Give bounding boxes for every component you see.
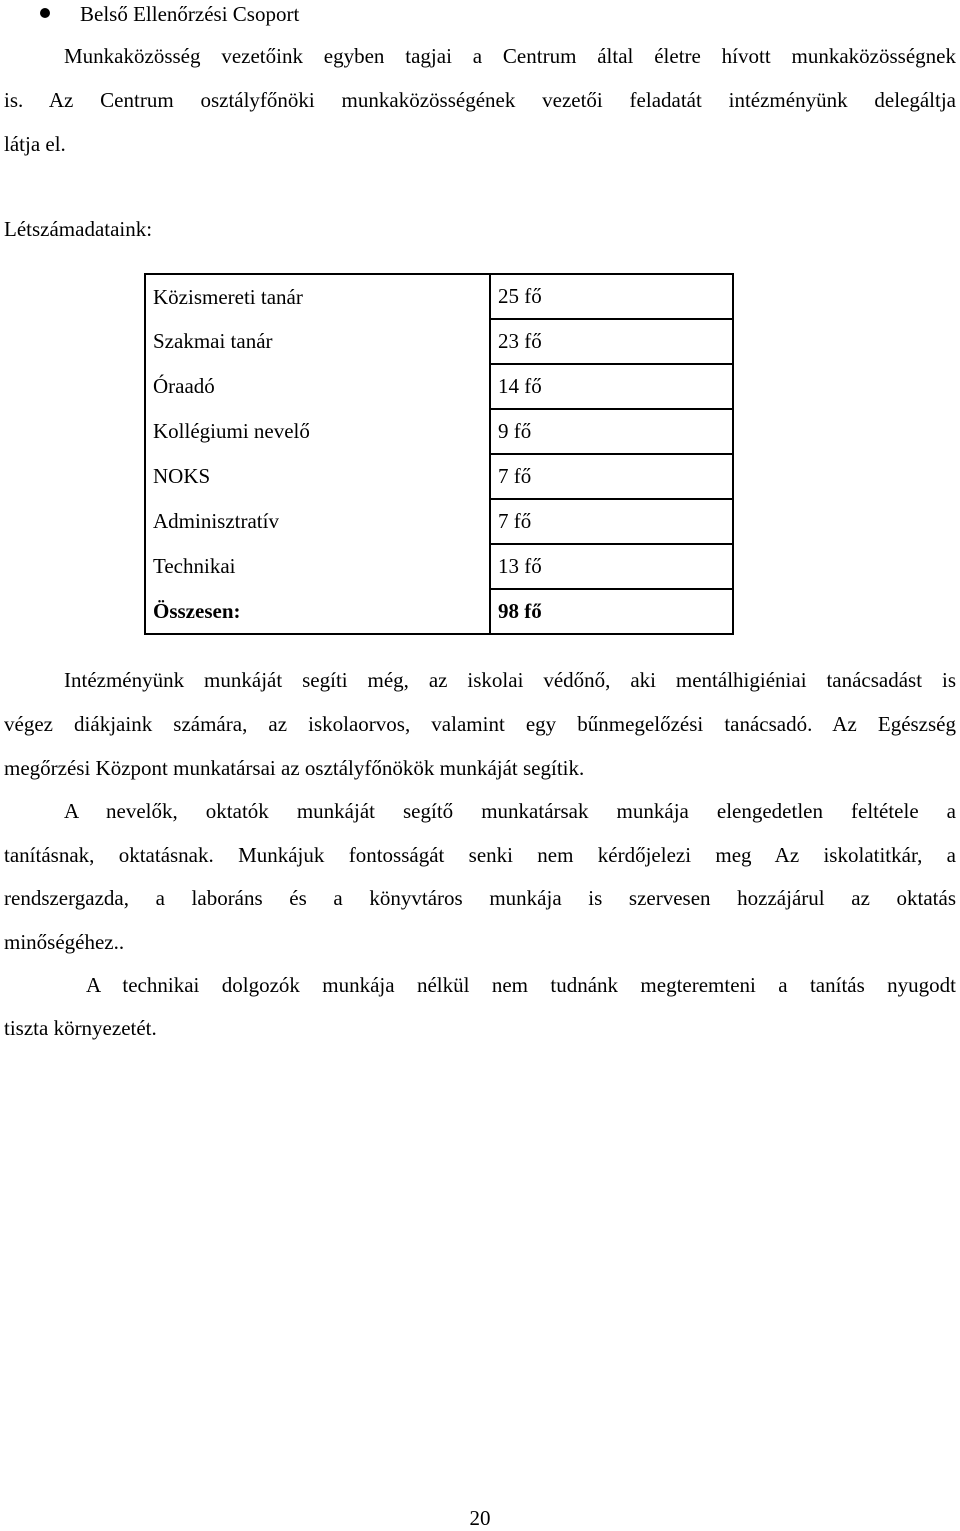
table-row: [145, 454, 733, 499]
table-row: [145, 544, 733, 589]
staff-line-4: minőségéhez..: [4, 930, 125, 954]
staff-count: 23 fő: [490, 319, 733, 364]
table-row: [145, 319, 733, 364]
table-row: [145, 274, 733, 319]
intro-line-3: látja el.: [4, 132, 66, 156]
technical-line-2: tiszta környezetét.: [4, 1016, 157, 1040]
staff-category: Adminisztratív: [145, 499, 490, 544]
total-label: Összesen:: [145, 589, 490, 634]
table-total-row: [145, 589, 733, 634]
total-count: 98 fő: [490, 589, 733, 634]
table-row: [145, 364, 733, 409]
staff-category: Közismereti tanár: [145, 274, 490, 319]
headcount-heading: Létszámadataink:: [4, 217, 153, 241]
technical-line-1: A technikai dolgozók munkája nélkül nem tudnánk megteremteni a tanítás nyugodt: [86, 973, 956, 997]
support-line-2: végez diákjaink számára, az iskolaorvos, valamint egy bűnmegelőzési tanácsadó. Az Egészség: [4, 712, 956, 736]
staff-category: Technikai: [145, 544, 490, 589]
table-row: [145, 409, 733, 454]
intro-line-2: is. Az Centrum osztályfőnöki munkaközösségének vezetői feladatát intézményünk delegáltja: [4, 88, 956, 112]
staff-category: Óraadó: [145, 364, 490, 409]
intro-line-1: Munkaközösség vezetőink egyben tagjai a Centrum által életre hívott munkaközösségnek: [64, 44, 956, 68]
table-row: [145, 499, 733, 544]
section-title: Belső Ellenőrzési Csoport: [80, 2, 300, 26]
staff-category: Szakmai tanár: [145, 319, 490, 364]
staff-category: NOKS: [145, 454, 490, 499]
staff-count: 9 fő: [490, 409, 733, 454]
staff-count: 13 fő: [490, 544, 733, 589]
staff-count: 7 fő: [490, 454, 733, 499]
bullet-icon: [40, 8, 50, 18]
support-line-1: Intézményünk munkáját segíti még, az iskolai védőnő, aki mentálhigiéniai tanácsadást is: [64, 668, 956, 692]
staff-count: 14 fő: [490, 364, 733, 409]
support-line-3: megőrzési Központ munkatársai az osztályfőnökök munkáját segítik.: [4, 756, 585, 780]
headcount-table: [144, 273, 734, 635]
page-number: 20: [469, 1506, 491, 1530]
staff-category: Kollégiumi nevelő: [145, 409, 490, 454]
staff-line-2: tanításnak, oktatásnak. Munkájuk fontosságát senki nem kérdőjelezi meg Az iskolatitkár, a: [4, 843, 956, 867]
staff-line-1: A nevelők, oktatók munkáját segítő munkatársak munkája elengedetlen feltétele a: [64, 799, 956, 823]
staff-count: 7 fő: [490, 499, 733, 544]
staff-line-3: rendszergazda, a laboráns és a könyvtáros munkája is szervesen hozzájárul az oktatás: [4, 886, 956, 910]
staff-count: 25 fő: [490, 274, 733, 319]
